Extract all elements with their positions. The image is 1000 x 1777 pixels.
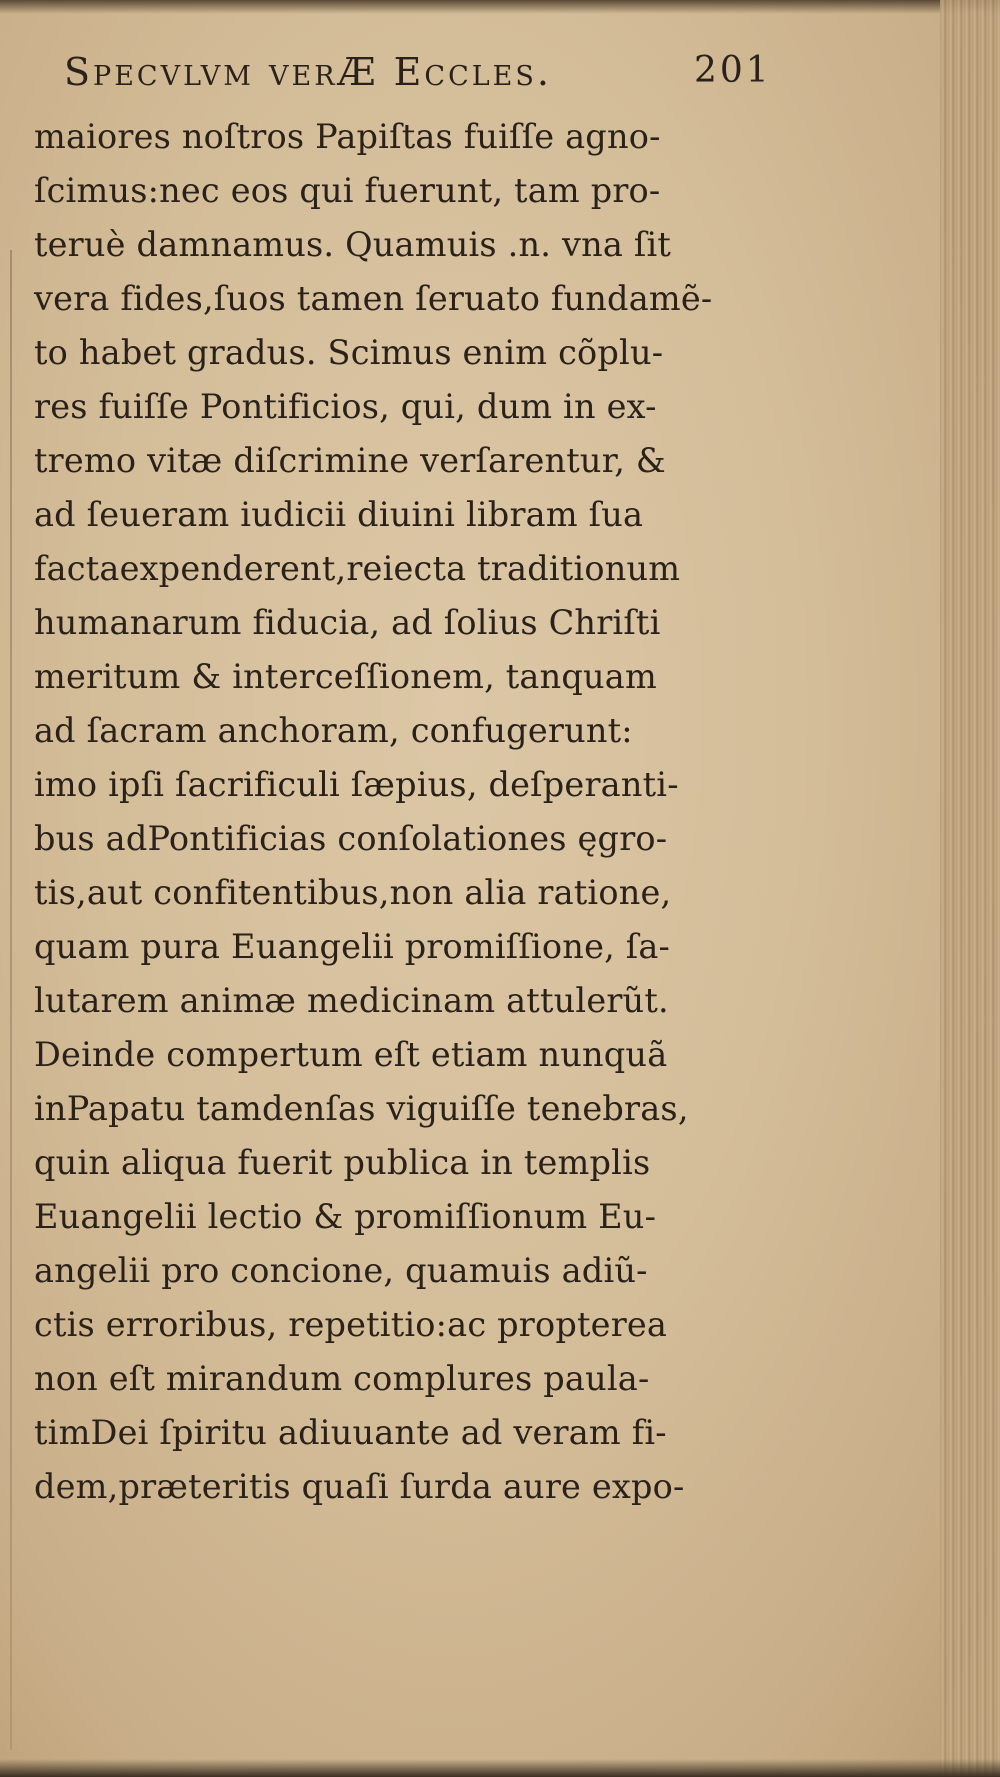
body-text [34, 110, 774, 1514]
top-edge-shadow [0, 0, 1000, 14]
text-line: lutarem animæ medicinam attulerũt. [34, 981, 669, 1020]
text-line: res fuiſſe Pontificios, qui, dum in ex- [34, 387, 657, 426]
page-header [34, 50, 774, 110]
page-number: 201 [694, 50, 772, 91]
text-line: ad ſacram anchoram, confugerunt: [34, 711, 633, 750]
running-title: Specvlvm verÆ Eccles. [64, 50, 552, 94]
text-line: teruè damnamus. Quamuis .n. vna ſit [34, 225, 672, 264]
text-line: tis,aut confitentibus,non alia ratione, [34, 873, 672, 912]
text-line: humanarum fiducia, ad ſolius Chriſti [34, 603, 661, 642]
text-line: inPapatu tamdenſas viguiſſe tenebras, [34, 1089, 689, 1128]
page-fore-edge [940, 0, 1000, 1777]
text-line: vera fides,ſuos tamen ſeruato fundamẽ- [34, 279, 713, 318]
text-line: meritum & interceſſionem, tanquam [34, 657, 657, 696]
text-line: angelii pro concione, quamuis adiũ- [34, 1251, 648, 1290]
text-block [34, 50, 774, 1514]
text-line: tremo vitæ diſcrimine verſarentur, & [34, 441, 666, 480]
text-line: imo ipſi ſacrificuli ſæpius, deſperanti- [34, 765, 679, 804]
gutter-edge [10, 250, 12, 1750]
text-line: to habet gradus. Scimus enim cõplu- [34, 333, 664, 372]
text-line: dem,præteritis quaſi ſurda aure expo- [34, 1467, 685, 1506]
text-line: Deinde compertum eſt etiam nunquã [34, 1035, 668, 1074]
text-line: maiores noſtros Papiſtas fuiſſe agno- [34, 117, 661, 156]
text-line: timDei ſpiritu adiuuante ad veram fi- [34, 1413, 667, 1452]
text-line: quin aliqua fuerit publica in templis [34, 1143, 651, 1182]
text-line: quam pura Euangelii promiſſione, ſa- [34, 927, 671, 966]
text-line: Euangelii lectio & promiſſionum Eu- [34, 1197, 657, 1236]
text-line: ctis erroribus, repetitio:ac propterea [34, 1305, 668, 1344]
bottom-edge-shadow [0, 1759, 1000, 1777]
text-line: ſcimus:nec eos qui fuerunt, tam pro- [34, 171, 661, 210]
text-line: non eſt mirandum complures paula- [34, 1359, 650, 1398]
text-line: ad ſeueram iudicii diuini libram ſua [34, 495, 644, 534]
text-line: factaexpenderent,reiecta traditionum [34, 549, 681, 588]
text-line: bus adPontificias conſolationes ęgro- [34, 819, 668, 858]
